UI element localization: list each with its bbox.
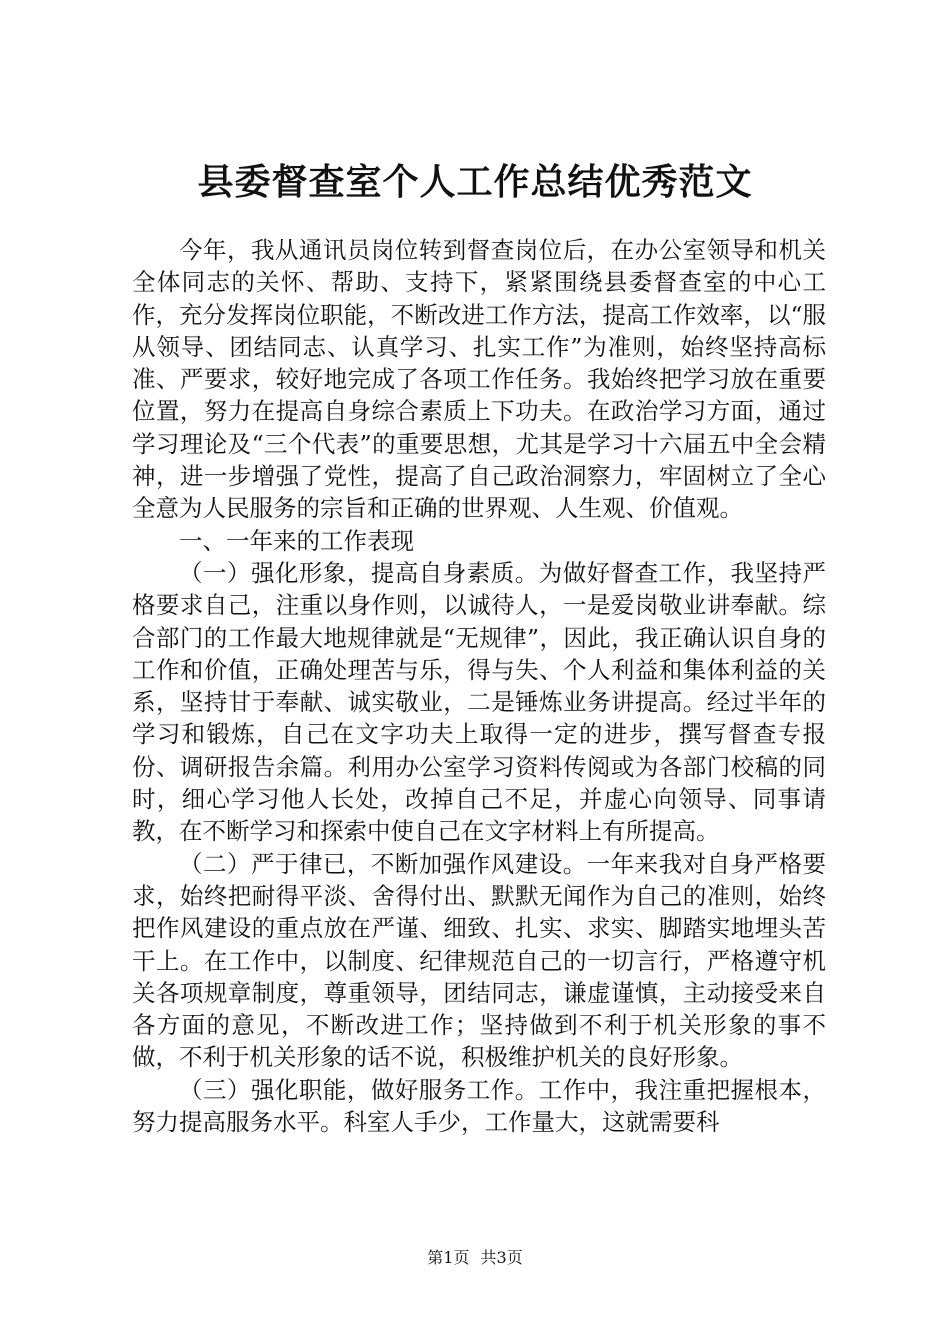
document-title: 县委督查室个人工作总结优秀范文 (197, 161, 753, 203)
section-heading: 一、一年来的工作表现 (179, 526, 414, 555)
paragraph-two: （二）严于律已，不断加强作风建设。一年来我对自身严格要求，始终把耐得平淡、舍得付出、默默无闻作为自己的准则，始终把作风建设的重点放在严谨、细致、扎实、求实、脚踏实地埋头苦干上。在工作中，以制度、纪律规范自己的一切言行，严格遵守机关各项规章制度，尊重领导，团结同志，谦虚谨慎，主动接受来自各方面的意见，不断改进工作；坚持做到不利于机关形象的事不做，不利于机关形象的话不说，积极维护机关的良好形象。 (132, 849, 826, 1072)
page-footer (0, 1248, 950, 1268)
paragraph-intro: 今年，我从通讯员岗位转到督查岗位后，在办公室领导和机关全体同志的关怀、帮助、支持下，紧紧围绕县委督查室的中心工作，充分发挥岗位职能，不断改进工作方法，提高工作效率，以“服从领导、团结同志、认真学习、扎实工作”为准则，始终坚持高标准、严要求，较好地完成了各项工作任务。我始终把学习放在重要位置，努力在提高自身综合素质上下功夫。在政治学习方面，通过学习理论及“三个代表”的重要思想，尤其是学习十六届五中全会精神，进一步增强了党性，提高了自己政治洞察力，牢固树立了全心全意为人民服务的宗旨和正确的世界观、人生观、价值观。 (132, 236, 826, 523)
paragraph-one: （一）强化形象，提高自身素质。为做好督查工作，我坚持严格要求自己，注重以身作则，以诚待人，一是爱岗敬业讲奉献。综合部门的工作最大地规律就是“无规律”，因此，我正确认识自身的工作和价值，正确处理苦与乐，得与失、个人利益和集体利益的关系，坚持甘于奉献、诚实敬业，二是锤炼业务讲提高。经过半年的学习和锻炼，自己在文字功夫上取得一定的进步，撰写督查专报份、调研报告余篇。利用办公室学习资料传阅或为各部门校稿的同时，细心学习他人长处，改掉自己不足，并虚心向领导、同事请教，在不断学习和探索中使自己在文字材料上有所提高。 (132, 558, 826, 846)
paragraph-three: （三）强化职能，做好服务工作。工作中，我注重把握根本，努力提高服务水平。科室人手少，工作量大，这就需要科 (132, 1075, 826, 1137)
document-body (132, 234, 826, 1138)
page-total: 共3页 (480, 1248, 523, 1267)
page-number: 第1页 (427, 1248, 470, 1267)
